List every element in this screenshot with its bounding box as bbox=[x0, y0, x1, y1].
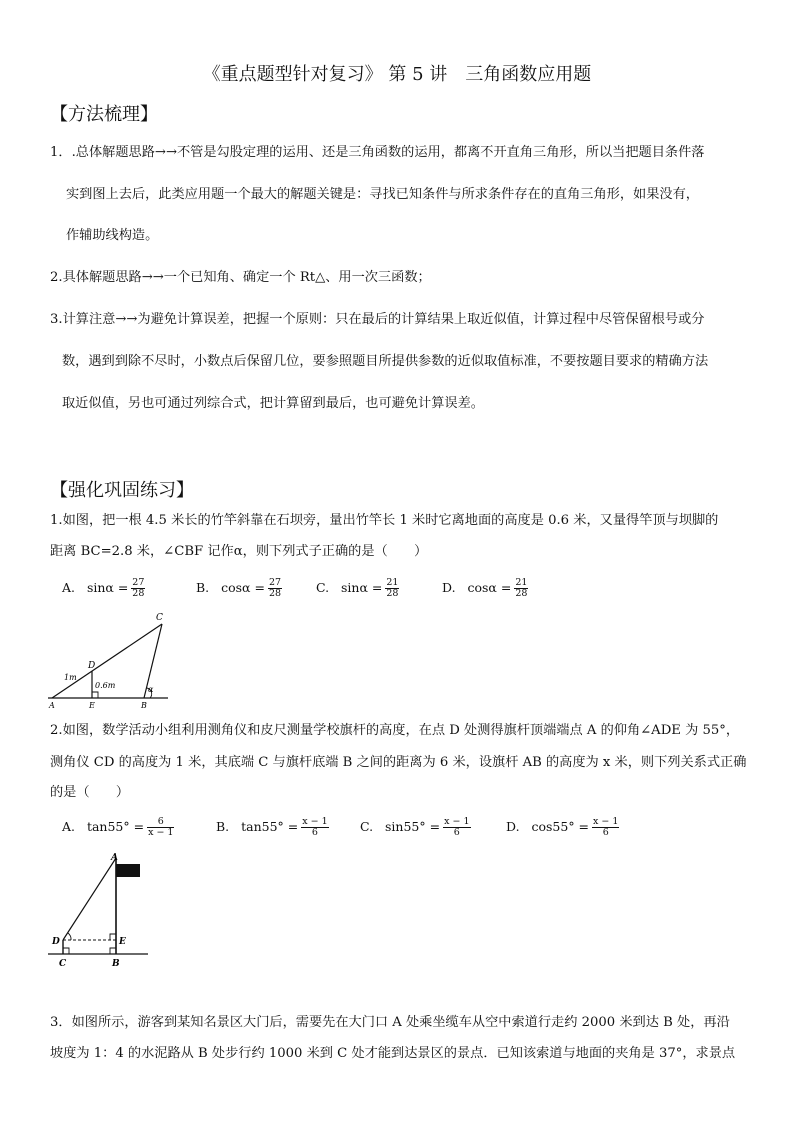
label-e: E bbox=[89, 701, 95, 710]
fraction: $\frac{x - 1}{6}$ bbox=[302, 816, 328, 838]
label-d: D bbox=[52, 937, 60, 947]
label-b: B bbox=[112, 959, 120, 969]
fraction: $\frac{x - 1}{6}$ bbox=[593, 816, 619, 838]
q3-line-2: 坡度为 1：4 的水泥路从 B 处步行约 1000 米到 C 处才能到达景区的景点．已知该索道与地面的夹角是 37°，求景点 bbox=[50, 1046, 736, 1061]
q1-line-1: 1.如图，把一根 4.5 米长的竹竿斜靠在石坝旁，量出竹竿长 1 米时它离地面的高度是 0.6 米，又量得竿顶与坝脚的 bbox=[50, 513, 719, 528]
method-3-line-1: 3.计算注意→→为避免计算误差，把握一个原则：只在最后的计算结果上取近似值，计算过程中尽管保留根号或分 bbox=[50, 312, 705, 327]
q2-line-3: 的是（ ） bbox=[50, 785, 130, 800]
fraction: $\frac{27}{28}$ bbox=[268, 577, 282, 599]
method-3-line-3: 取近似值，另也可通过列综合式，把计算留到最后，也可避免计算误差。 bbox=[62, 396, 484, 411]
fraction: $\frac{21}{28}$ bbox=[386, 577, 399, 599]
label-1m: 1m bbox=[64, 673, 77, 682]
label-b: B bbox=[141, 701, 147, 710]
label-0-6m: 0.6m bbox=[95, 681, 116, 690]
q2-option-c[interactable]: C. sin55° = $\frac{x - 1}{6}$ bbox=[360, 816, 470, 838]
fraction: $\frac{21}{28}$ bbox=[515, 577, 528, 599]
q2-option-b[interactable]: B. tan55° = $\frac{x - 1}{6}$ bbox=[216, 816, 328, 838]
q1-option-b[interactable]: B. cosα = $\frac{27}{28}$ bbox=[196, 577, 282, 599]
q2-line-1: 2.如图，数学活动小组利用测角仪和皮尺测量学校旗杆的高度，在点 D 处测得旗杆顶端端点 A 的仰角∠ADE 为 55°， bbox=[50, 723, 740, 738]
method-2: 2.具体解题思路→→一个已知角、确定一个 Rt△、用一次三函数； bbox=[50, 270, 431, 285]
label-a: A bbox=[111, 853, 118, 863]
fraction: $\frac{27}{28}$ bbox=[132, 577, 145, 599]
fraction: $\frac{6}{x - 1}$ bbox=[148, 816, 174, 838]
q2-option-a[interactable]: A. tan55° = $\frac{6}{x - 1}$ bbox=[62, 816, 174, 838]
section-heading-practice: 【强化巩固练习】 bbox=[50, 480, 194, 501]
label-c: C bbox=[59, 959, 67, 969]
q2-figure bbox=[44, 848, 154, 970]
label-d: D bbox=[88, 661, 96, 671]
q3-line-1: 3．如图所示，游客到某知名景区大门后，需要先在大门口 A 处乘坐缆车从空中索道行走约 2000 米到达 B 处，再沿 bbox=[50, 1015, 730, 1030]
q2-line-2: 测角仪 CD 的高度为 1 米，其底端 C 与旗杆底端 B 之间的距离为 6 米，设旗杆 AB 的高度为 x 米，则下列关系式正确 bbox=[50, 755, 747, 770]
q2-option-d[interactable]: D. cos55° = $\frac{x - 1}{6}$ bbox=[506, 816, 619, 838]
method-1-line-2: 实到图上去后，此类应用题一个最大的解题关键是：寻找已知条件与所求条件存在的直角三角形，如果没有， bbox=[66, 187, 699, 202]
label-c: C bbox=[156, 613, 163, 623]
label-a: A bbox=[49, 701, 55, 710]
q1-option-a[interactable]: A. sinα = $\frac{27}{28}$ bbox=[62, 577, 145, 599]
label-e: E bbox=[119, 937, 126, 947]
q1-option-d[interactable]: D. cosα = $\frac{21}{28}$ bbox=[442, 577, 528, 599]
flag-shape bbox=[116, 864, 140, 877]
section-heading-methods: 【方法梳理】 bbox=[50, 104, 158, 125]
method-1-line-1: 1．.总体解题思路→→不管是勾股定理的运用、还是三角函数的运用，都离不开直角三角形，所以当把题目条件落 bbox=[50, 145, 705, 160]
fraction: $\frac{x - 1}{6}$ bbox=[444, 816, 470, 838]
method-3-line-2: 数，遇到到除不尽时，小数点后保留几位，要参照题目所提供参数的近似取值标准，不要按题目要求的精确方法 bbox=[62, 354, 709, 369]
q1-line-2: 距离 BC=2.8 米，∠CBF 记作α，则下列式子正确的是（ ） bbox=[50, 544, 428, 559]
q1-figure bbox=[44, 610, 174, 710]
method-1-line-3: 作辅助线构造。 bbox=[66, 228, 159, 243]
q1-option-c[interactable]: C. sinα = $\frac{21}{28}$ bbox=[316, 577, 399, 599]
page-title: 《重点题型针对复习》 第 5 讲 三角函数应用题 bbox=[202, 64, 592, 85]
label-alpha: α bbox=[148, 685, 154, 694]
